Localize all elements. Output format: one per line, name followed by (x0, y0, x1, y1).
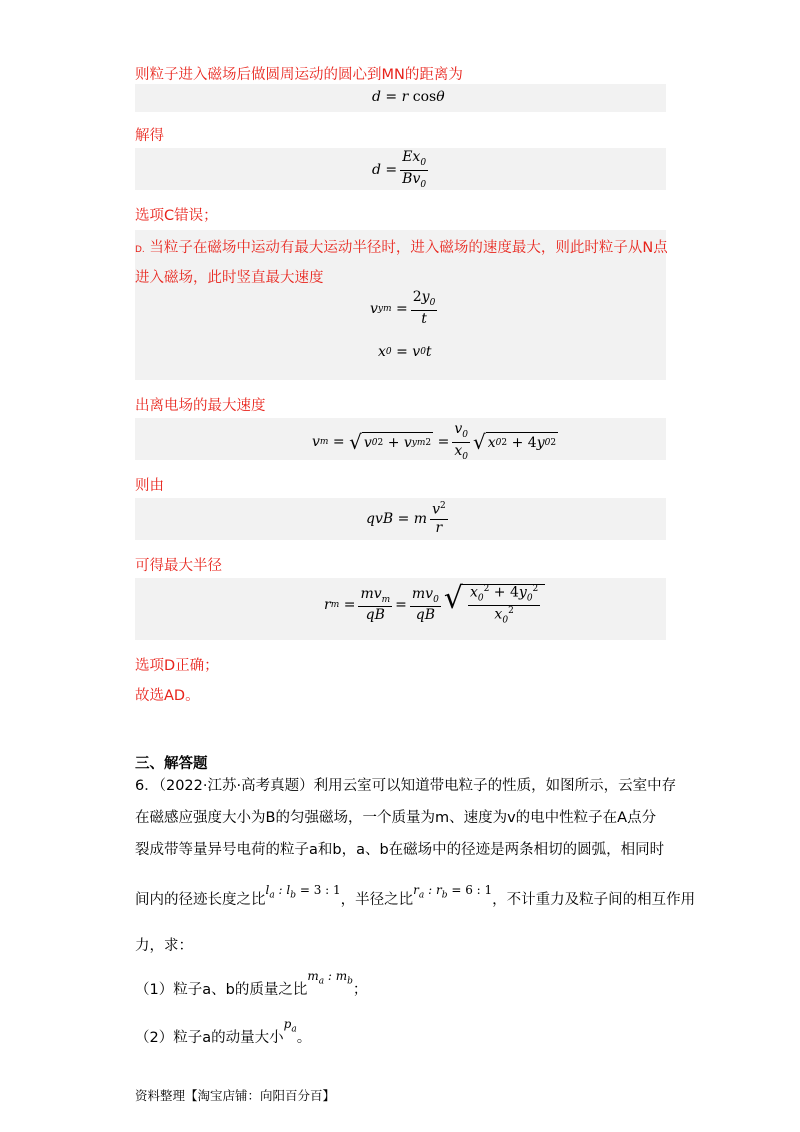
sub-question-2-text: （2）粒子a的动量大小 (135, 1030, 284, 1046)
equation-d-frac: d = $\frac{Ex_0}{Bv_0}$ (372, 149, 427, 190)
ratio-length: la : lb = 3 : 1 (265, 883, 341, 901)
sub-question-2-end: 。 (296, 1030, 312, 1046)
ratio-radius: ra : rb = 6 : 1 (413, 883, 493, 901)
question-line-4-b: ，半径之比 (340, 892, 414, 908)
text-line-10: 故选AD。 (135, 688, 200, 704)
text-line-5: 进入磁场，此时竖直最大速度 (135, 270, 324, 286)
section-title: 三、解答题 (135, 756, 208, 772)
question-line-2: 在磁感应强度大小为B的匀强磁场，一个质量为m、速度为v的电中性粒子在A点分 (135, 810, 657, 826)
option-d-prefix: D. (135, 245, 145, 255)
equation-qvb: qvB = m $\frac{v^2}{r}$ (366, 501, 446, 537)
text-line-8: 可得最大半径 (135, 558, 222, 574)
equation-vm: v m = √ v 0 2 + v ym 2 = $\frac{v_0}{x_0}$ √ x 0 2 + 4 y 0 2 (312, 421, 557, 462)
footer-note: 资料整理【淘宝店铺：向阳百分百】 (135, 1088, 336, 1103)
question-line-4-c: ，不计重力及粒子间的相互作用 (492, 892, 696, 908)
question-line-4 (135, 883, 696, 910)
text-line-9: 选项D正确； (135, 658, 219, 674)
equation-d-rcos: d = r cos θ (372, 89, 445, 105)
equation-vym: v ym = $\frac{2y_0}{t}$ (370, 289, 436, 327)
momentum-symbol: pa (283, 1017, 297, 1035)
text-line-1: 则粒子进入磁场后做圆周运动的圆心到MN的距离为 (135, 67, 463, 83)
mass-ratio-symbol: ma : mb (307, 969, 353, 987)
question-line-1: 6．（2022·江苏·高考真题）利用云室可以知道带电粒子的性质，如图所示，云室中存 (135, 778, 677, 794)
sub-question-2 (135, 1017, 312, 1048)
equation-x0: x 0 = v 0 t (378, 344, 432, 360)
question-line-5: 力，求： (135, 938, 193, 954)
sub-question-1 (135, 969, 368, 1000)
sub-question-1-end: ； (352, 982, 368, 998)
text-line-6: 出离电场的最大速度 (135, 398, 266, 414)
sub-question-1-text: （1）粒子a、b的质量之比 (135, 982, 308, 998)
text-line-3: 选项C错误； (135, 208, 218, 224)
option-d-text: 当粒子在磁场中运动有最大运动半径时，进入磁场的速度最大，则此时粒子从N点 (149, 240, 668, 256)
question-line-4-a: 间内的径迹长度之比 (135, 892, 266, 908)
text-line-4 (135, 236, 668, 257)
question-line-3: 裂成带等量异号电荷的粒子a和b，a、b在磁场中的径迹是两条相切的圆弧，相同时 (135, 842, 665, 858)
text-line-7: 则由 (135, 478, 164, 494)
text-line-2: 解得 (135, 128, 164, 144)
equation-rm: r m = $\frac{mv_m}{qB}$ = $\frac{mv_0}{qB}$ √ $\frac{x_0^2 + 4y_0^2}{x_0^2}$ (324, 584, 545, 627)
